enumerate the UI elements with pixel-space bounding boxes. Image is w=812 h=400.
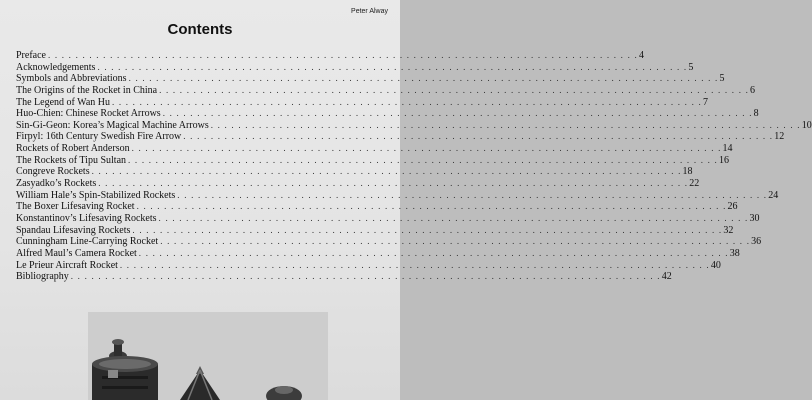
toc-leader-dots: . . . . . . . . . . . . . . . . . . . . . . . . . . . . . . . . . . . . . . . . . . . . . . . . . . . . . . . . . . . . . . . . . . . . . . . . . . . . . . . . . . . . . .: [158, 212, 749, 223]
toc-entry-page: 40: [710, 259, 721, 271]
toc-entry-page: 36: [751, 236, 762, 248]
toc-entry-page: 18: [682, 166, 693, 178]
toc-leader-dots: . . . . . . . . . . . . . . . . . . . . . . . . . . . . . . . . . . . . . . . . . . . . . . . . . . . . . . . . . . . . . . . . . . . . . . . . . . . . . . . . . . . . . .: [119, 259, 710, 270]
toc-entry: [16, 73, 725, 85]
toc-entry-page: 5: [719, 73, 725, 85]
toc-entry: [16, 189, 779, 202]
toc-entry-page: 7: [702, 96, 708, 108]
toc-entry-page: 12: [774, 131, 785, 143]
toc-entry: [16, 131, 785, 143]
toc-entry-title: The Legend of Wan Hu: [16, 96, 110, 108]
toc-entry-title: Firpyl: 16th Century Swedish Fire Arrow: [16, 131, 182, 143]
toc-entry-page: 42: [661, 271, 672, 283]
toc-entry: [16, 247, 740, 260]
toc-leader-dots: . . . . . . . . . . . . . . . . . . . . . . . . . . . . . . . . . . . . . . . . . . . . . . . . . . . . . . . . . . . . . . . . . . . . . . . . . . . . . . . . . . . . . .: [128, 154, 718, 165]
toc-entry-title: Bibliography: [16, 271, 69, 283]
table-of-contents: [16, 50, 812, 283]
toc-entry: [16, 178, 700, 190]
toc-entry-title: Rockets of Robert Anderson: [16, 143, 130, 155]
toc-entry-title: Congreve Rockets: [16, 166, 90, 178]
toc-entry: [16, 61, 694, 74]
toc-entry-title: The Boxer Lifesaving Rocket: [16, 201, 135, 213]
toc-entry-page: 24: [768, 189, 779, 201]
toc-entry-title: Spandau Lifesaving Rockets: [16, 224, 131, 236]
toc-leader-dots: . . . . . . . . . . . . . . . . . . . . . . . . . . . . . . . . . . . . . . . . . . . . . . . . . . . . . . . . . . . . . . . . . . . . . . . . . . . . . . . . . . . . . .: [91, 166, 682, 177]
toc-entry: [16, 201, 738, 213]
toc-entry-page: 4: [638, 50, 644, 61]
toc-entry: [16, 50, 644, 62]
toc-entry-page: 30: [749, 212, 760, 224]
toc-entry-page: 8: [753, 108, 759, 120]
toc-entry-title: Zasyadko’s Rockets: [16, 178, 97, 190]
toc-entry-title: The Rockets of Tipu Sultan: [16, 154, 127, 166]
toc-leader-dots: . . . . . . . . . . . . . . . . . . . . . . . . . . . . . . . . . . . . . . . . . . . . . . . . . . . . . . . . . . . . . . . . . . . . . . . . . . . . . . . . . . . . . .: [138, 247, 729, 258]
toc-leader-dots: . . . . . . . . . . . . . . . . . . . . . . . . . . . . . . . . . . . . . . . . . . . . . . . . . . . . . . . . . . . . . . . . . . . . . . . . . . . . . . . . . . . . . .: [183, 131, 774, 142]
toc-entry: [16, 166, 693, 178]
toc-leader-dots: . . . . . . . . . . . . . . . . . . . . . . . . . . . . . . . . . . . . . . . . . . . . . . . . . . . . . . . . . . . . . . . . . . . . . . . . . . . . . . . . . . . . . .: [132, 224, 723, 235]
toc-entry-page: 6: [750, 84, 756, 96]
photo-image: [88, 312, 328, 400]
toc-entry-page: 26: [727, 201, 738, 213]
toc-leader-dots: . . . . . . . . . . . . . . . . . . . . . . . . . . . . . . . . . . . . . . . . . . . . . . . . . . . . . . . . . . . . . . . . . . . . . . . . . . . . . . . . . . . . . .: [47, 50, 638, 60]
toc-entry-title: The Origins of the Rocket in China: [16, 84, 158, 96]
toc-entry-title: Cunningham Line-Carrying Rocket: [16, 236, 159, 248]
toc-entry: [16, 143, 733, 155]
author-name: Peter Alway: [351, 8, 388, 15]
toc-entry-title: Huo-Chien: Chinese Rocket Arrows: [16, 108, 161, 120]
toc-entry: [16, 236, 762, 248]
toc-entry-title: Le Prieur Aircraft Rocket: [16, 259, 118, 271]
toc-leader-dots: . . . . . . . . . . . . . . . . . . . . . . . . . . . . . . . . . . . . . . . . . . . . . . . . . . . . . . . . . . . . . . . . . . . . . . . . . . . . . . . . . . . . . .: [111, 96, 702, 107]
toc-leader-dots: . . . . . . . . . . . . . . . . . . . . . . . . . . . . . . . . . . . . . . . . . . . . . . . . . . . . . . . . . . . . . . . . . . . . . . . . . . . . . . . . . . . . . .: [177, 189, 768, 200]
toc-leader-dots: . . . . . . . . . . . . . . . . . . . . . . . . . . . . . . . . . . . . . . . . . . . . . . . . . . . . . . . . . . . . . . . . . . . . . . . . . . . . . . . . . . . . . .: [98, 178, 689, 189]
page-title: Contents: [167, 21, 233, 38]
toc-entry-page: 22: [689, 178, 700, 190]
toc-leader-dots: . . . . . . . . . . . . . . . . . . . . . . . . . . . . . . . . . . . . . . . . . . . . . . . . . . . . . . . . . . . . . . . . . . . . . . . . . . . . . . . . . . . . . .: [136, 201, 727, 212]
toc-entry-title: Preface: [16, 50, 46, 61]
toc-leader-dots: . . . . . . . . . . . . . . . . . . . . . . . . . . . . . . . . . . . . . . . . . . . . . . . . . . . . . . . . . . . . . . . . . . . . . . . . . . . . . . . . . . . . . .: [131, 143, 722, 154]
toc-entry-title: Sin-Gi-Geon: Korea’s Magical Machine Arrows: [16, 119, 209, 131]
toc-entry: [16, 119, 812, 132]
toc-leader-dots: . . . . . . . . . . . . . . . . . . . . . . . . . . . . . . . . . . . . . . . . . . . . . . . . . . . . . . . . . . . . . . . . . . . . . . . . . . . . . . . . . . . . . .: [210, 119, 801, 130]
toc-leader-dots: . . . . . . . . . . . . . . . . . . . . . . . . . . . . . . . . . . . . . . . . . . . . . . . . . . . . . . . . . . . . . . . . . . . . . . . . . . . . . . . . . . . . . .: [128, 73, 719, 84]
toc-entry: [16, 96, 708, 109]
toc-entry: [16, 224, 734, 237]
toc-entry-title: Acknowledgements: [16, 61, 96, 73]
toc-entry: [16, 259, 721, 272]
toc-entry-page: 5: [688, 61, 694, 73]
toc-entry-title: Konstantinov’s Lifesaving Rockets: [16, 212, 157, 224]
toc-entry: [16, 212, 760, 225]
rocket-artifacts-photo: [88, 312, 328, 400]
toc-entry-title: William Hale’s Spin-Stabilized Rockets: [16, 189, 176, 201]
toc-entry-page: 14: [722, 143, 733, 155]
toc-entry-page: 10: [801, 119, 812, 131]
toc-leader-dots: . . . . . . . . . . . . . . . . . . . . . . . . . . . . . . . . . . . . . . . . . . . . . . . . . . . . . . . . . . . . . . . . . . . . . . . . . . . . . . . . . . . . . .: [162, 108, 753, 119]
toc-leader-dots: . . . . . . . . . . . . . . . . . . . . . . . . . . . . . . . . . . . . . . . . . . . . . . . . . . . . . . . . . . . . . . . . . . . . . . . . . . . . . . . . . . . . . .: [159, 84, 750, 95]
toc-entry: [16, 271, 672, 283]
toc-entry-page: 38: [729, 247, 740, 259]
toc-entry: [16, 84, 756, 97]
toc-entry-title: Alfred Maul’s Camera Rocket: [16, 247, 137, 259]
toc-entry-title: Symbols and Abbreviations: [16, 73, 127, 85]
toc-entry-page: 16: [718, 154, 729, 166]
toc-leader-dots: . . . . . . . . . . . . . . . . . . . . . . . . . . . . . . . . . . . . . . . . . . . . . . . . . . . . . . . . . . . . . . . . . . . . . . . . . . . . . . . . . . . . . .: [160, 236, 751, 247]
toc-leader-dots: . . . . . . . . . . . . . . . . . . . . . . . . . . . . . . . . . . . . . . . . . . . . . . . . . . . . . . . . . . . . . . . . . . . . . . . . . . . . . . . . . . . . . .: [70, 271, 661, 282]
toc-leader-dots: . . . . . . . . . . . . . . . . . . . . . . . . . . . . . . . . . . . . . . . . . . . . . . . . . . . . . . . . . . . . . . . . . . . . . . . . . . . . . . . . . . . . . .: [97, 61, 688, 72]
toc-entry: [16, 154, 729, 167]
toc-entry: [16, 108, 759, 120]
toc-entry-page: 32: [723, 224, 734, 236]
